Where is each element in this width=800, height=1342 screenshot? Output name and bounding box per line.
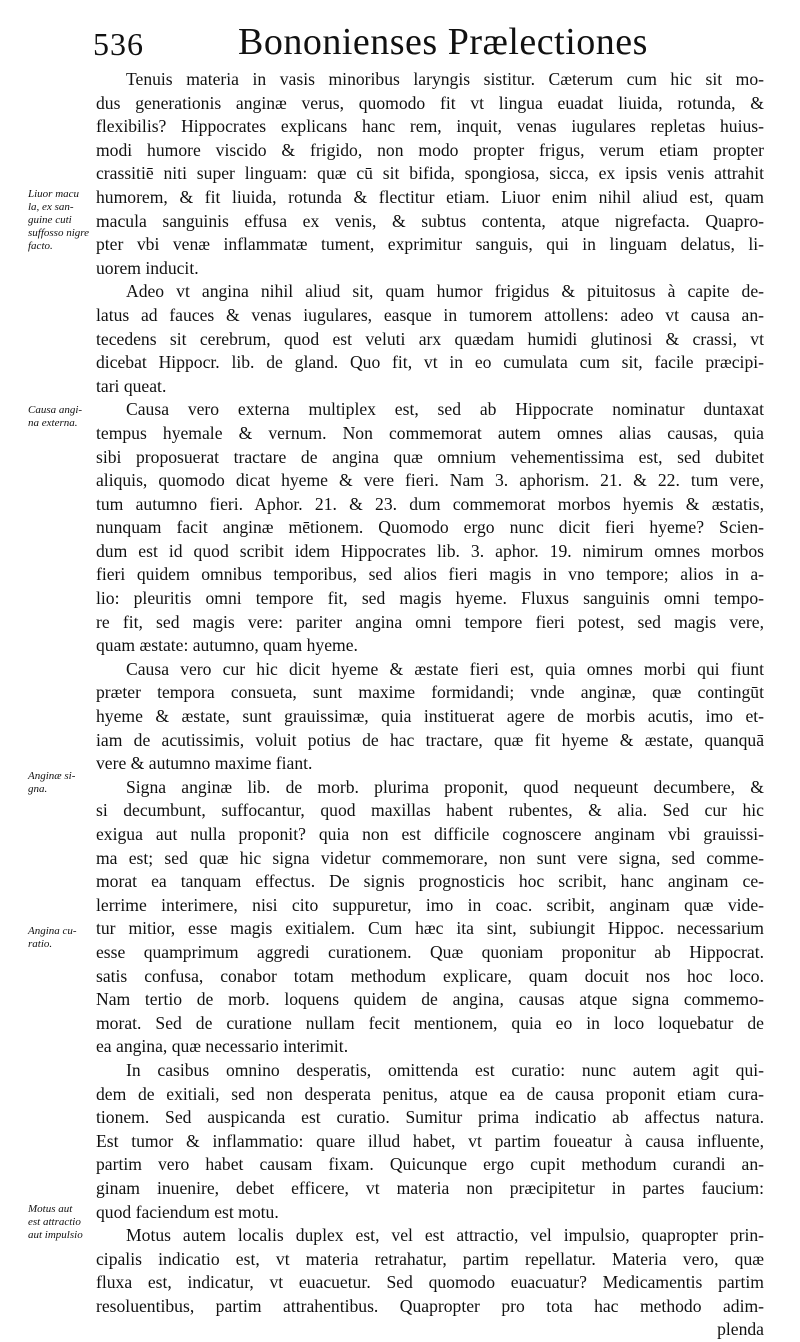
- text-line: esse quamprimum aggredi curationem. Quæ quoniam proponitur ab Hippocrat.: [96, 941, 764, 962]
- page-header: [93, 20, 773, 64]
- text-line: dus generationis anginæ verus, quomodo fit vt lingua euadat liuida, rotunda, &: [96, 92, 764, 113]
- text-line: Nam tertio de morb. loquens quidem de angina, causas atque signa commemo-: [96, 989, 764, 1010]
- text-line: tempus hyemale & vernum. Non commemorat autem omnes alias causas, quia: [96, 422, 764, 443]
- page-number: 536: [93, 26, 144, 62]
- margin-note-line: suffosso nigre: [28, 227, 90, 239]
- text-line: hyeme & æstate, sunt grauissimæ, quia instituerat agere de morbis acutis, imo et-: [96, 706, 764, 727]
- text-line: lio: pleuritis omni tempore fit, sed magis hyeme. Fluxus sanguinis omni tempo-: [96, 588, 764, 609]
- text-line: præter tempora consueta, sunt maxime formidandi; vnde anginæ, quæ contingūt: [96, 682, 764, 703]
- text-line: tari queat.: [96, 375, 167, 396]
- margin-note: [28, 925, 98, 951]
- text-line: vere & autumno maxime fiant.: [96, 753, 313, 774]
- margin-note-line: Motus aut: [28, 1203, 73, 1215]
- text-line: tur mitior, esse magis exitialem. Cum hæc ita sint, subiungit Hippoc. necessarium: [96, 918, 764, 939]
- text-line: latus ad fauces & venas iugulares, easque in tumorem attollens: adeo vt causa an-: [96, 304, 764, 325]
- text-line: ginam inuenire, debet efficere, vt materia non præcipitetur in partes faucium:: [96, 1177, 764, 1198]
- catchword: plenda: [717, 1319, 764, 1340]
- running-title: Bononienses Prælectiones: [238, 21, 648, 63]
- margin-note-line: ratio.: [28, 938, 53, 950]
- text-line: ma est; sed quæ hic signa videtur commemorare, non sunt vere signa, sed comme-: [96, 847, 764, 868]
- text-line: macula sanguinis effusa ex venis, & subtus contenta, atque nigrefacta. Quapro-: [96, 210, 764, 231]
- text-line: morat. Sed de curatione nullam fecit mentionem, quia eo in loco loquebatur de: [96, 1012, 764, 1033]
- margin-note-line: gna.: [28, 783, 48, 795]
- margin-note-line: na externa.: [28, 417, 78, 429]
- text-line: Signa anginæ lib. de morb. plurima proponit, quod nequeunt decumbere, &: [126, 776, 764, 797]
- text-line: ea angina, quæ necessario interimit.: [96, 1036, 349, 1057]
- margin-note-line: la, ex san-: [28, 201, 74, 213]
- text-line: dicebat Hippocr. lib. de gland. Quo fit, vt in eo cumulata cum sit, facile præcipi-: [96, 352, 764, 373]
- text-line: morat ea tanquam effectus. De signis prognosticis hoc scribit, hanc anginam ce-: [96, 871, 764, 892]
- text-line: cipalis indicatio est, vt materia retrahatur, partim repellatur. Materia vero, quæ: [96, 1248, 764, 1269]
- text-line: resoluentibus, partim attrahentibus. Quapropter pro tota hac methodo adim-: [96, 1295, 764, 1316]
- margin-note-line: est attractio: [28, 1216, 81, 1228]
- margin-note-line: Causa angi-: [28, 404, 83, 416]
- text-line: Est tumor & inflammatio: quare illud habet, vt partim foueatur à causa influente,: [96, 1130, 764, 1151]
- text-line: Adeo vt angina nihil aliud sit, quam humor frigidus & pituitosus à capite de-: [126, 281, 764, 302]
- text-line: tecedens sit cerebrum, quod est veluti arx quædam humidi glutinosi & crassi, vt: [96, 328, 764, 349]
- text-line: quam æstate: autumno, quam hyeme.: [96, 635, 358, 656]
- margin-note-line: facto.: [28, 240, 53, 252]
- text-line: partim vero habet causam fixam. Quicunque ergo cupit methodum curandi an-: [96, 1154, 764, 1175]
- text-line: re fit, sed magis vere: pariter angina omni tempore fieri potest, sed magis vere,: [96, 611, 764, 632]
- text-line: tionem. Sed auspicanda est curatio. Sumitur prima indicatio ab affectus natura.: [96, 1107, 764, 1128]
- margin-note-line: guine cuti: [28, 214, 72, 226]
- text-line: flexibilis? Hippocrates explicans hanc rem, inquit, venas iugulares repletas huius-: [96, 116, 764, 137]
- text-line: lerrime interimere, nisi cito suppuretur, imo in coac. scribit, anginam quæ vide-: [96, 894, 764, 915]
- text-line: sibi proposuerat tractare de angina quæ omnium vehementissima est, sed dubitet: [96, 446, 764, 467]
- text-line: Motus autem localis duplex est, vel est attractio, vel impulsio, quapropter prin-: [126, 1225, 764, 1246]
- margin-note-line: Anginæ si-: [28, 770, 76, 782]
- text-line: Causa vero cur hic dicit hyeme & æstate fieri est, quia omnes morbi qui fiunt: [126, 658, 764, 679]
- margin-note-line: Liuor macu: [28, 188, 80, 200]
- text-line: exigua aut nulla proponit? quia non est difficile cognoscere anginam vbi grauissi-: [96, 824, 764, 844]
- margin-note-line: aut impulsio: [28, 1229, 83, 1241]
- text-line: dem de exitiali, sed non desperata penitus, atque ea de causa proponit etiam cura-: [96, 1083, 764, 1104]
- text-line: satis confusa, conabor totam methodum explicare, quam docuit nos hoc loco.: [96, 965, 764, 986]
- text-line: Causa vero externa multiplex est, sed ab Hippocrate nominatur duntaxat: [126, 399, 764, 420]
- margin-note: [28, 188, 98, 253]
- margin-note-line: Angina cu-: [28, 925, 77, 937]
- margin-note: [28, 770, 98, 796]
- text-line: humorem, & fit liuida, rotunda & flectitur etiam. Liuor enim nihil aliud est, quam: [96, 186, 764, 207]
- text-line: Tenuis materia in vasis minoribus laryngis sistitur. Cæterum cum hic sit mo-: [126, 69, 764, 89]
- text-line: pter vbi venæ inflammatæ tument, exprimitur sanguis, qui in linguam delatus, li-: [96, 234, 764, 255]
- text-line: nunquam facit anginæ mētionem. Quomodo ergo nunc dicit fieri hyeme? Scien-: [96, 517, 764, 538]
- text-line: dum est id quod scribit idem Hippocrates lib. 3. aphor. 19. nimirum omnes morbos: [96, 540, 764, 561]
- text-line: fieri quidem omnibus temporibus, sed alios fieri magis in vno tempore; alios in a-: [96, 564, 764, 585]
- text-line: quod faciendum est motu.: [96, 1201, 279, 1222]
- text-line: uorem inducit.: [96, 257, 199, 278]
- text-line: si decumbunt, suffocantur, quod maxillas habent rubentes, & alia. Sed cur hic: [96, 800, 764, 821]
- margin-note: [28, 1203, 98, 1242]
- text-line: In casibus omnino desperatis, omittenda est curatio: nunc autem agit qui-: [126, 1059, 764, 1080]
- text-line: aliquis, quomodo dicat hyeme & vere fieri. Nam 3. aphorism. 21. & 22. tum vere,: [96, 470, 764, 491]
- body-text: [96, 68, 764, 1342]
- text-line: fluxa est, indicatur, vt euacuetur. Sed quomodo euacuatur? Medicamentis partim: [96, 1272, 764, 1293]
- text-line: modi humore viscido & frigido, non modo propter frigus, verum etiam propter: [96, 139, 764, 160]
- text-line: iam de acutissimis, voluit potius de hac tractare, quæ fit hyeme & æstate, quanquā: [96, 729, 764, 750]
- text-line: tum autumno fieri. Aphor. 21. & 23. dum commemorat morbos hyemis & æstatis,: [96, 493, 764, 514]
- margin-note: [28, 404, 98, 430]
- text-line: crassitiē niti super linguam: quæ cū sit bifida, spongiosa, sicca, ex ipsis venis attrahit: [96, 163, 764, 184]
